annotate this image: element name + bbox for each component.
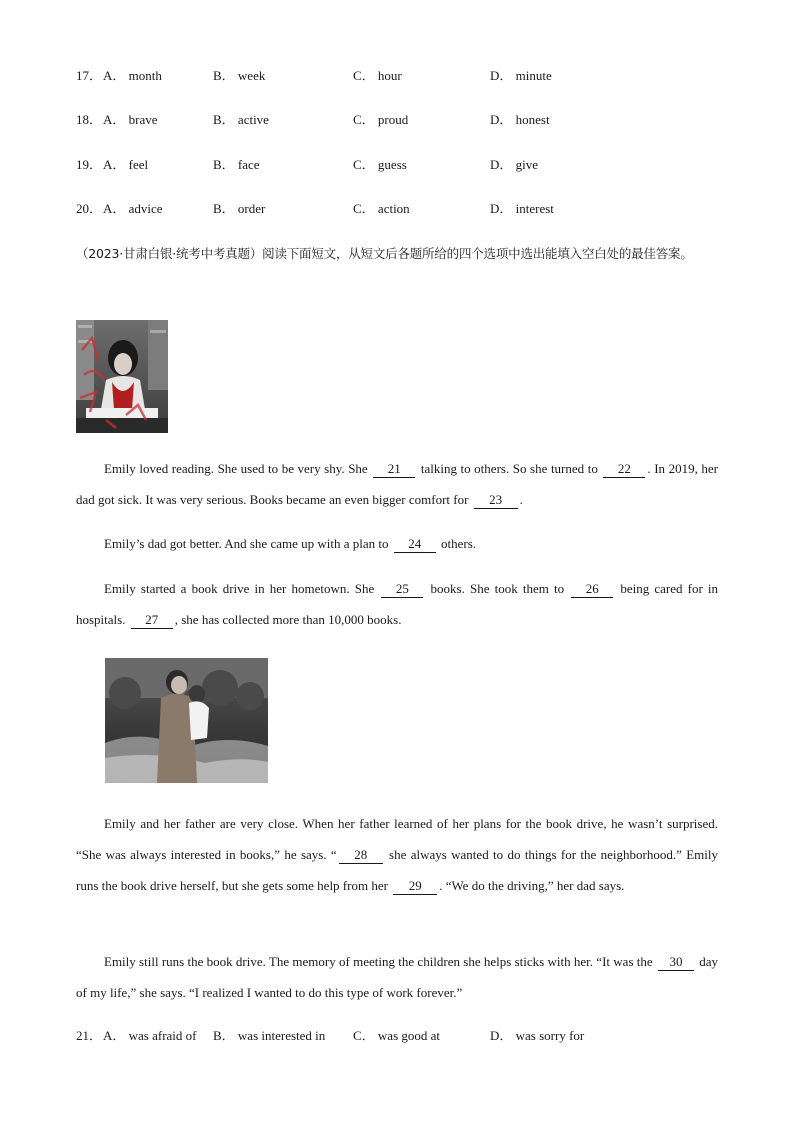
option-b[interactable]: B． was interested in (213, 1028, 326, 1043)
option-d[interactable]: D． was sorry for (490, 1028, 585, 1043)
passage-paragraph-4 (76, 808, 718, 901)
girl-reading-photo (76, 320, 168, 433)
option-c[interactable]: C． was good at (353, 1028, 441, 1043)
text: Emily still runs the book drive. The memory of meeting the children she helps sticks with her. “It was the (104, 954, 653, 969)
option-a: A． month (103, 68, 162, 83)
passage-paragraph-3 (76, 573, 718, 635)
text: Emily started a book drive in her hometown. She (104, 581, 375, 596)
text: . In 2019, her dad got sick. It was very serious. Books became an even bigger comfort for (76, 461, 718, 507)
blank-27[interactable]: 27 (131, 612, 173, 629)
option-b: B． week (213, 68, 266, 83)
text: . (519, 492, 523, 507)
passage-paragraph-5 (76, 946, 718, 1008)
text: she always wanted to do things for the neighborhood.” Emily runs the book drive herself, but she gets some help from her (76, 847, 718, 893)
blank-28[interactable]: 28 (339, 847, 383, 864)
blank-24[interactable]: 24 (394, 536, 436, 553)
question-number: 18． (76, 112, 103, 127)
blank-30[interactable]: 30 (658, 954, 694, 971)
blank-25[interactable]: 25 (381, 581, 423, 598)
blank-29[interactable]: 29 (393, 878, 437, 895)
option-b: B． active (213, 112, 269, 127)
option-c: C． action (353, 201, 410, 216)
question-number: 20． (76, 201, 103, 216)
option-a: A． advice (103, 201, 163, 216)
question-number: 21． (76, 1028, 103, 1043)
section-instruction: （2023·甘肃白银·统考中考真题）阅读下面短文，从短文后各题所给的四个选项中选出能填入空白处的最佳答案。 (76, 246, 693, 261)
option-d: D． honest (490, 112, 550, 127)
option-c: C． hour (353, 68, 402, 83)
option-b: B． face (213, 157, 260, 172)
text: being cared for in hospitals. (76, 581, 719, 627)
blank-23[interactable]: 23 (474, 492, 518, 509)
passage-paragraph-2 (76, 528, 718, 559)
text: others. (441, 536, 477, 551)
text: , she has collected more than 10,000 books. (174, 612, 402, 627)
question-number: 17． (76, 68, 103, 83)
option-d: D． minute (490, 68, 552, 83)
option-c: C． proud (353, 112, 409, 127)
option-a[interactable]: A． was afraid of (103, 1028, 197, 1043)
blank-22[interactable]: 22 (603, 461, 645, 478)
father-daughter-photo (105, 658, 268, 783)
option-a: A． feel (103, 157, 149, 172)
option-d: D． interest (490, 201, 554, 216)
text: books. She took them to (430, 581, 565, 596)
option-b: B． order (213, 201, 266, 216)
text: talking to others. So she turned to (420, 461, 598, 476)
text: Emily loved reading. She used to be very shy. She (104, 461, 368, 476)
option-d: D． give (490, 157, 539, 172)
blank-21[interactable]: 21 (373, 461, 415, 478)
text: day of my life,” she says. “I realized I wanted to do this type of work forever.” (76, 954, 719, 1000)
text: . “We do the driving,” her dad says. (439, 878, 625, 893)
text: Emily’s dad got better. And she came up with a plan to (104, 536, 389, 551)
option-c: C． guess (353, 157, 407, 172)
photo-image (76, 320, 168, 433)
photo-image (105, 658, 268, 783)
passage-paragraph-1 (76, 453, 718, 515)
text: Emily and her father are very close. When her father learned of her plans for the book drive, he wasn’t surprised. “She was always interested in books,” he says. “ (76, 816, 718, 862)
option-a: A． brave (103, 112, 158, 127)
question-number: 19． (76, 157, 103, 172)
blank-26[interactable]: 26 (571, 581, 613, 598)
